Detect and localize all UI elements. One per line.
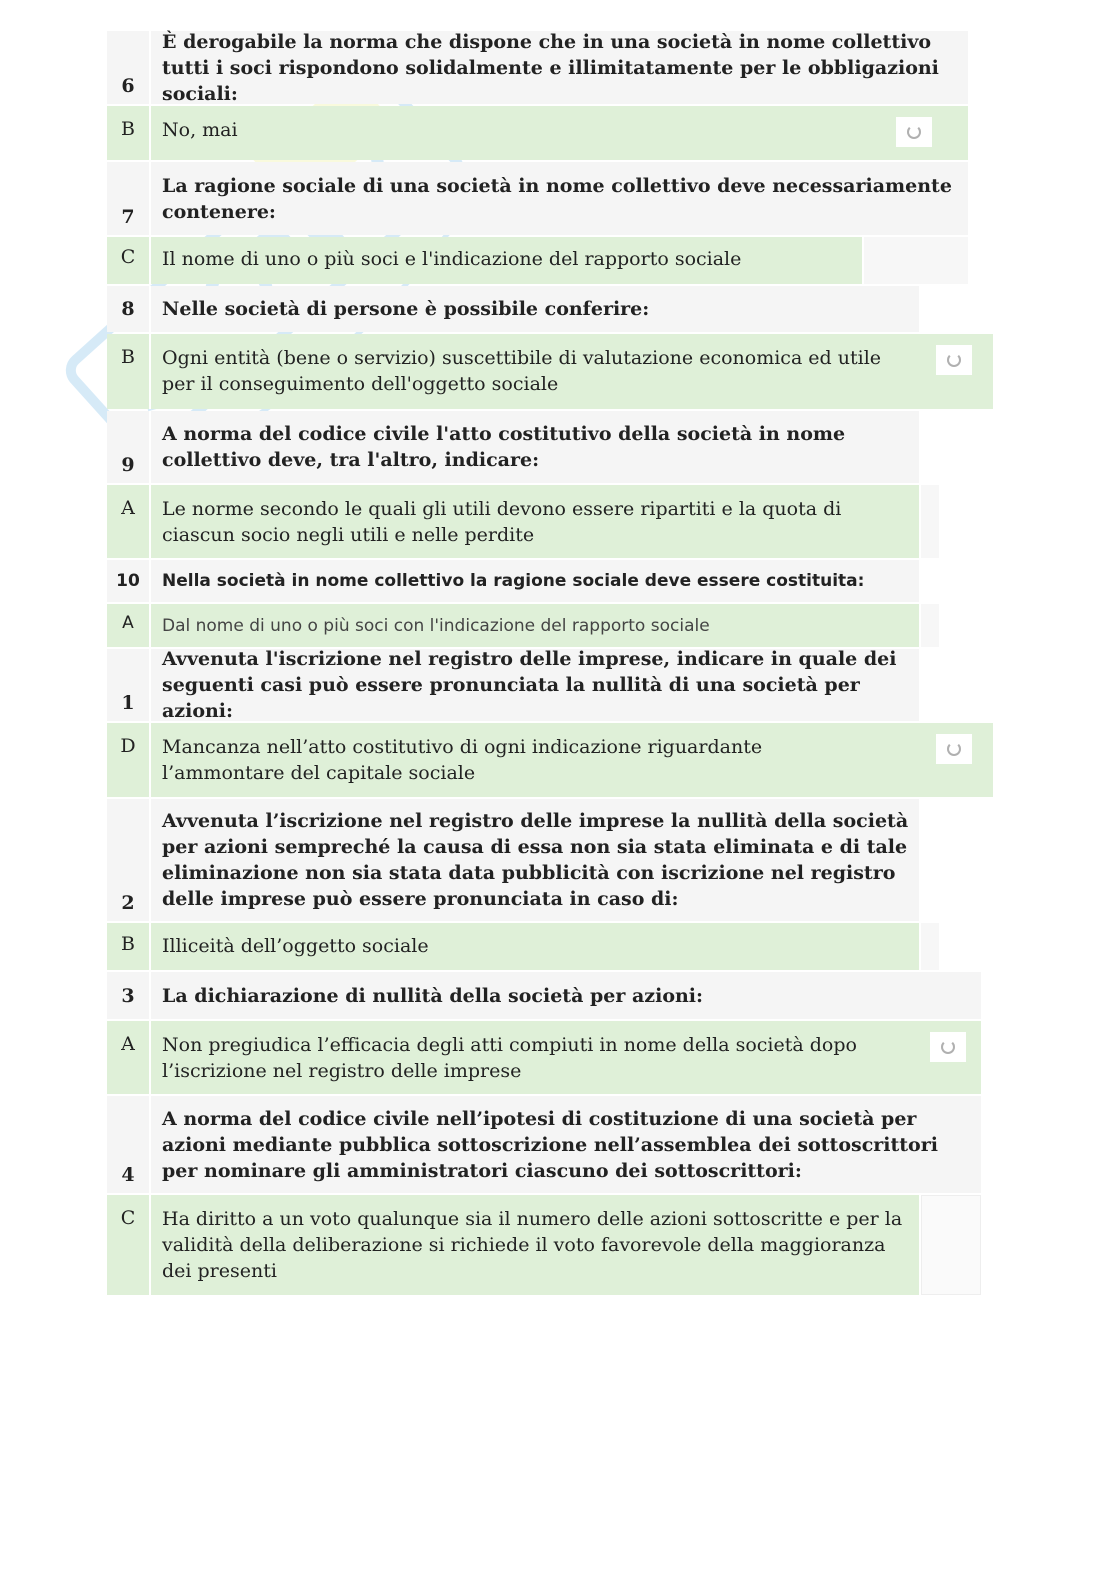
empty-cell <box>921 485 939 558</box>
answer-text: Il nome di uno o più soci e l'indicazione del rapporto sociale <box>162 248 742 270</box>
answer-letter: C <box>107 237 151 284</box>
loading-radio-icon[interactable] <box>896 117 932 147</box>
answer-row <box>107 237 862 284</box>
answer-letter: B <box>107 106 151 160</box>
question-text: La dichiarazione di nullità della società per azioni: <box>162 984 704 1007</box>
answer-row <box>107 1195 919 1295</box>
question-text: A norma del codice civile l'atto costitutivo della società in nome collettivo deve, tra l'altro, indicare: <box>162 423 846 471</box>
answer-row <box>107 1021 981 1094</box>
question-text: È derogabile la norma che dispone che in una società in nome collettivo tutti i soci rispondono solidalmente e illimitatamente per le obbligazioni sociali: <box>162 30 939 105</box>
question-row <box>107 31 968 104</box>
answer-text: Mancanza nell’atto costitutivo di ogni indicazione riguardante l’ammontare del capitale sociale <box>162 736 763 784</box>
question-text: Avvenuta l'iscrizione nel registro delle imprese, indicare in quale dei seguenti casi può essere pronunciata la nullità di una società per azioni: <box>162 648 897 722</box>
question-row <box>107 972 981 1019</box>
answer-letter: D <box>107 723 151 797</box>
question-text: A norma del codice civile nell’ipotesi di costituzione di una società per azioni mediante pubblica sottoscrizione nell’assemblea dei sottoscrittori per nominare gli amministratori ciascuno dei sottoscrittori: <box>162 1107 938 1182</box>
empty-cell <box>921 1195 981 1295</box>
question-number: 4 <box>107 1096 151 1193</box>
question-row <box>107 162 968 235</box>
question-row <box>107 1096 981 1193</box>
answer-letter: B <box>107 923 151 970</box>
empty-cell <box>864 237 968 284</box>
answer-row <box>107 485 919 558</box>
answer-letter: B <box>107 334 151 409</box>
answer-row <box>107 334 993 409</box>
answer-text: No, mai <box>162 119 238 141</box>
answer-letter: A <box>107 604 151 647</box>
answer-letter: A <box>107 1021 151 1094</box>
question-text: Avvenuta l’iscrizione nel registro delle imprese la nullità della società per azioni sempreché la causa di essa non sia stata eliminata e di tale eliminazione non sia stata data pubblicità con iscrizione nel registro delle imprese può essere pronunciata in caso di: <box>162 810 909 910</box>
question-number: 10 <box>107 560 151 602</box>
question-number: 2 <box>107 799 151 921</box>
answer-text: Dal nome di uno o più soci con l'indicazione del rapporto sociale <box>162 616 710 636</box>
answer-row <box>107 604 919 647</box>
question-row <box>107 649 919 721</box>
answer-text: Le norme secondo le quali gli utili devono essere ripartiti e la quota di ciascun socio negli utili e nelle perdite <box>162 498 842 546</box>
loading-radio-icon[interactable] <box>936 345 972 375</box>
answer-letter: A <box>107 485 151 558</box>
answer-letter: C <box>107 1195 151 1295</box>
question-number: 9 <box>107 411 151 483</box>
empty-cell <box>921 604 939 647</box>
answer-row <box>107 923 919 970</box>
answer-text: Illiceità dell’oggetto sociale <box>162 935 429 957</box>
answer-text: Ha diritto a un voto qualunque sia il numero delle azioni sottoscritte e per la validità della deliberazione si richiede il voto favorevole della maggioranza dei presenti <box>162 1208 903 1282</box>
loading-radio-icon[interactable] <box>930 1032 966 1062</box>
question-number: 6 <box>107 31 151 104</box>
answer-text: Ogni entità (bene o servizio) suscettibile di valutazione economica ed utile per il conseguimento dell'oggetto sociale <box>162 347 882 395</box>
question-row <box>107 411 919 483</box>
question-text: Nelle società di persone è possibile conferire: <box>162 298 650 320</box>
loading-radio-icon[interactable] <box>936 734 972 764</box>
answer-row <box>107 106 968 160</box>
answer-row <box>107 723 993 797</box>
question-number: 8 <box>107 286 151 332</box>
question-row <box>107 799 919 921</box>
answer-text: Non pregiudica l’efficacia degli atti compiuti in nome della società dopo l’iscrizione nel registro delle imprese <box>162 1034 857 1082</box>
question-number: 3 <box>107 972 151 1019</box>
question-text: La ragione sociale di una società in nome collettivo deve necessariamente contenere: <box>162 174 952 223</box>
question-text: Nella società in nome collettivo la ragione sociale deve essere costituita: <box>162 571 865 591</box>
empty-cell <box>921 923 939 970</box>
question-number: 1 <box>107 649 151 721</box>
question-number: 7 <box>107 162 151 235</box>
question-row <box>107 560 919 602</box>
question-row <box>107 286 919 332</box>
